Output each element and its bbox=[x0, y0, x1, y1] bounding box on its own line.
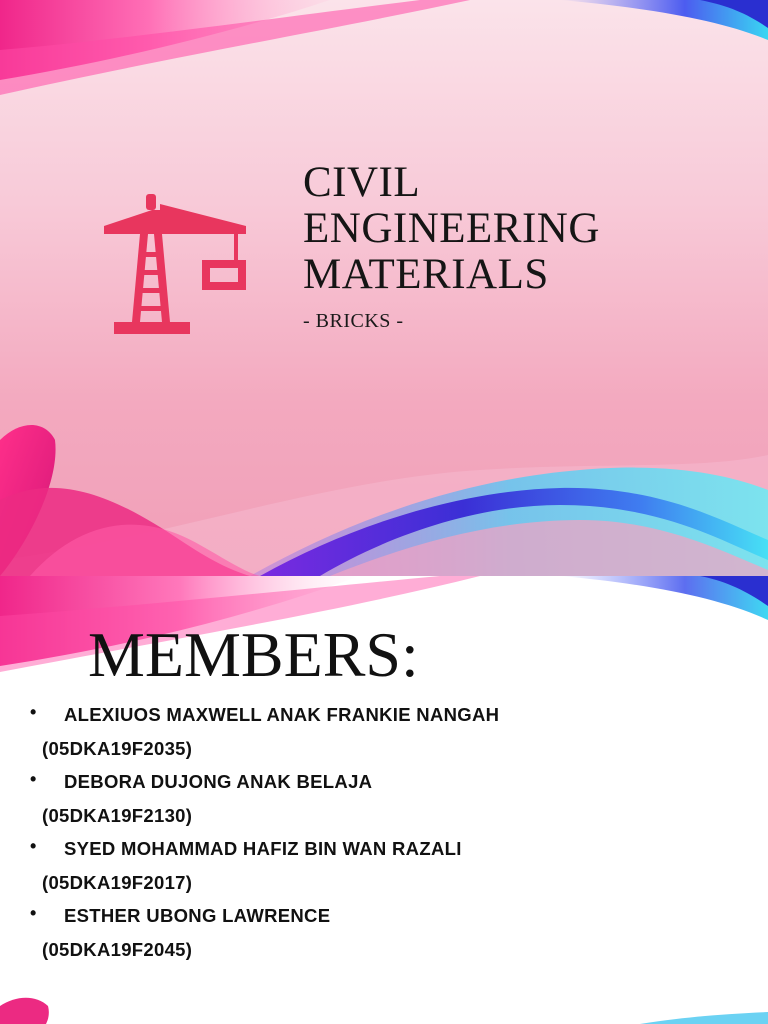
title-block bbox=[303, 160, 743, 333]
member-id: (05DKA19F2017) bbox=[42, 872, 193, 893]
member-name: ESTHER UBONG LAWRENCE bbox=[64, 905, 331, 926]
list-item bbox=[30, 702, 750, 769]
member-name: DEBORA DUJONG ANAK BELAJA bbox=[64, 771, 373, 792]
crane-icon bbox=[100, 190, 250, 340]
members-slide bbox=[0, 576, 768, 1024]
subtitle: - BRICKS - bbox=[303, 310, 404, 332]
title-line-3: MATERIALS bbox=[303, 251, 549, 298]
members-heading: MEMBERS: bbox=[88, 619, 419, 690]
title-line-1: CIVIL bbox=[303, 159, 421, 206]
member-name: SYED MOHAMMAD HAFIZ BIN WAN RAZALI bbox=[64, 838, 462, 859]
member-name: ALEXIUOS MAXWELL ANAK FRANKIE NANGAH bbox=[64, 704, 500, 725]
member-list bbox=[30, 702, 750, 970]
list-item bbox=[30, 903, 750, 970]
title-line-2: ENGINEERING bbox=[303, 205, 600, 252]
bullet: • bbox=[30, 903, 37, 923]
bullet: • bbox=[30, 702, 37, 722]
bullet: • bbox=[30, 836, 37, 856]
bullet: • bbox=[30, 769, 37, 789]
member-id: (05DKA19F2130) bbox=[42, 805, 193, 826]
list-item bbox=[30, 836, 750, 903]
member-id: (05DKA19F2035) bbox=[42, 738, 193, 759]
member-id: (05DKA19F2045) bbox=[42, 939, 193, 960]
list-item bbox=[30, 769, 750, 836]
